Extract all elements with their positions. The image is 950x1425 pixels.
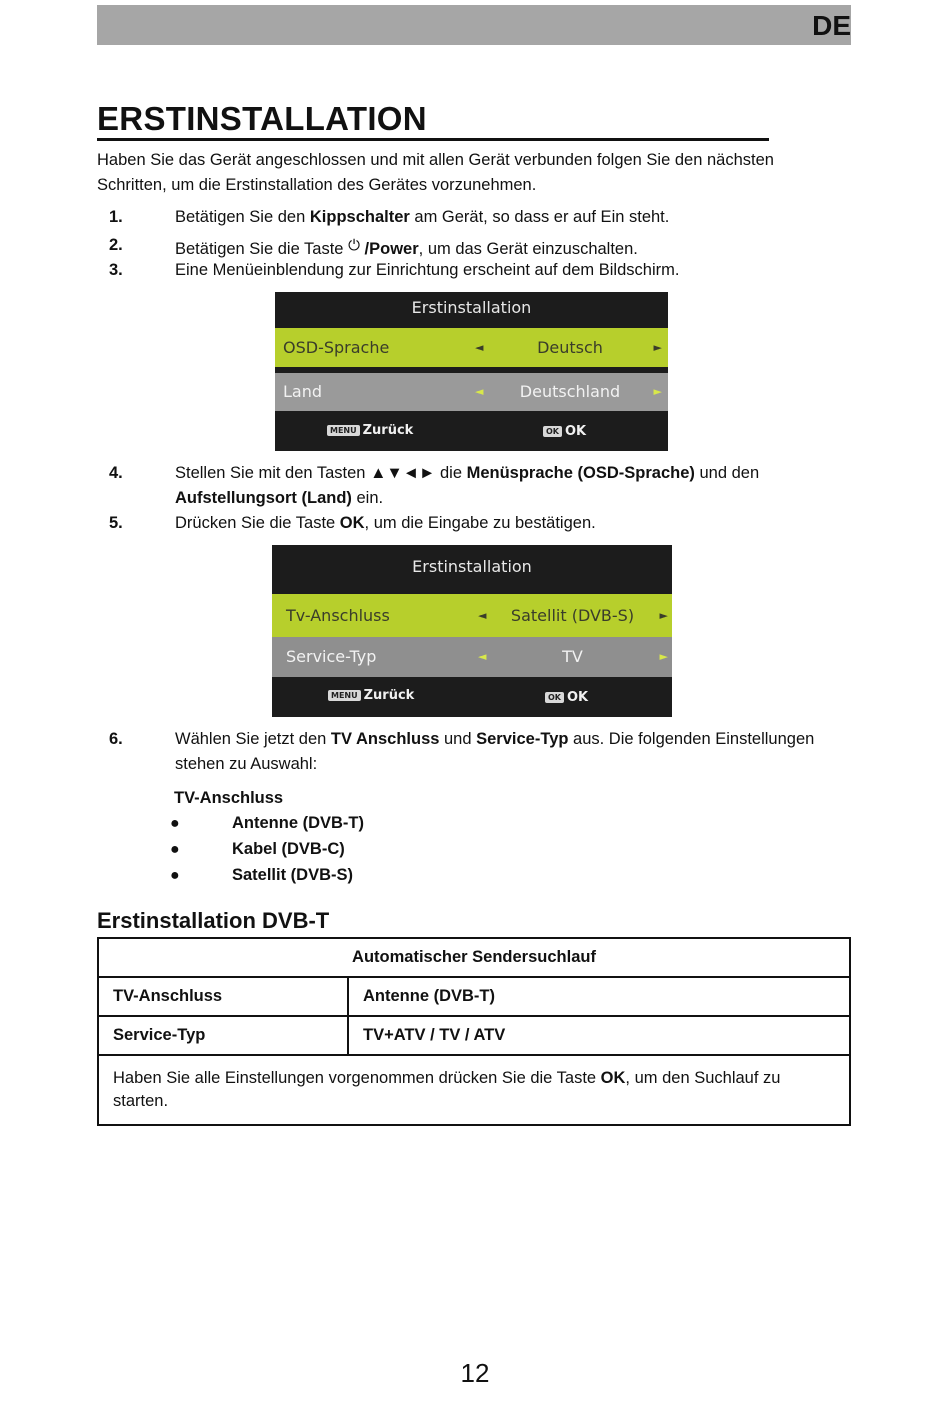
osd-title: Erstinstallation	[411, 298, 532, 317]
language-header-bar	[97, 5, 851, 45]
osd-screenshot-2	[272, 545, 672, 717]
osd-ok-hint: OK OK	[543, 424, 586, 439]
arrow-left-icon: ◄	[478, 650, 487, 663]
step-text: Wählen Sie jetzt den TV Anschluss und Service-Typ aus. Die folgenden Einstellungen stehen zu Auswahl:	[175, 730, 815, 773]
arrow-right-icon: ►	[659, 609, 668, 622]
osd-screenshot-1	[275, 292, 668, 451]
osd-row-value: Satellit (DVB-S)	[510, 606, 635, 625]
osd-row-label: Service-Typ	[286, 647, 377, 666]
bullet-icon: ●	[170, 841, 180, 858]
ok-key-icon: OK	[545, 692, 564, 703]
step-text: Drücken Sie die Taste OK, um die Eingabe zu bestätigen.	[175, 514, 596, 532]
table-row	[98, 977, 850, 1016]
step-number: 1.	[109, 208, 123, 226]
menu-key-icon: MENU	[327, 425, 360, 436]
arrow-left-icon: ◄	[478, 609, 487, 622]
arrow-right-icon: ►	[653, 385, 662, 398]
arrow-right-icon: ►	[659, 650, 668, 663]
osd-back-hint: MENU Zurück	[327, 423, 413, 438]
osd-row-label: Land	[283, 382, 323, 401]
page-title: ERSTINSTALLATION	[97, 100, 769, 141]
step-number: 6.	[109, 730, 123, 748]
osd-row-osd-sprache	[275, 328, 668, 367]
step-number: 2.	[109, 236, 123, 254]
step-number: 5.	[109, 514, 123, 532]
osd-row-label: Tv-Anschluss	[286, 606, 390, 625]
osd-back-hint: MENU Zurück	[328, 688, 414, 703]
step-number: 4.	[109, 464, 123, 482]
menu-key-icon: MENU	[328, 690, 361, 701]
osd-row-land	[275, 373, 668, 411]
table-cell-key: Service-Typ	[98, 1016, 348, 1055]
dvb-t-settings-table	[97, 937, 851, 1126]
table-row	[98, 938, 850, 977]
step-text: Betätigen Sie die Taste ⏻ /Power, um das Gerät einzuschalten.	[175, 237, 638, 258]
table-cell-value: Antenne (DVB-T)	[348, 977, 850, 1016]
step-number: 3.	[109, 261, 123, 279]
language-tag: DE	[812, 10, 851, 41]
step-text: Betätigen Sie den Kippschalter am Gerät, so dass er auf Ein steht.	[175, 208, 670, 226]
osd-row-service-typ	[272, 637, 672, 677]
table-header: Automatischer Sendersuchlauf	[98, 938, 850, 977]
ok-key-icon: OK	[543, 426, 562, 437]
table-note: Haben Sie alle Einstellungen vorgenommen drücken Sie die Taste OK, um den Suchlauf zu starten.	[98, 1055, 850, 1125]
section-title: Erstinstallation DVB-T	[97, 908, 330, 933]
table-row	[98, 1016, 850, 1055]
table-row	[98, 1055, 850, 1125]
osd-title: Erstinstallation	[412, 557, 532, 576]
table-cell-key: TV-Anschluss	[98, 977, 348, 1016]
bullet-icon: ●	[170, 867, 180, 884]
osd-row-value: Deutsch	[537, 338, 603, 357]
table-cell-value: TV+ATV / TV / ATV	[348, 1016, 850, 1055]
step-text: Eine Menüeinblendung zur Einrichtung erscheint auf dem Bildschirm.	[175, 261, 680, 279]
arrow-left-icon: ◄	[475, 341, 484, 354]
power-icon: ⏻	[348, 237, 360, 254]
intro-paragraph: Haben Sie das Gerät angeschlossen und mit allen Gerät verbunden folgen Sie den nächsten Schritten, um die Erstinstallation des Gerätes vorzunehmen.	[97, 151, 774, 194]
step-text: Stellen Sie mit den Tasten ▲▼◄► die Menüsprache (OSD-Sprache) und den Aufstellungsort (Land) ein.	[175, 464, 760, 507]
tv-anschluss-heading: TV-Anschluss	[174, 789, 284, 807]
step-6	[97, 727, 851, 777]
step-4	[97, 461, 851, 511]
arrow-right-icon: ►	[653, 341, 662, 354]
arrow-left-icon: ◄	[475, 385, 484, 398]
bullet-icon: ●	[170, 815, 180, 832]
osd-ok-hint: OK OK	[545, 690, 588, 705]
osd-row-value: TV	[562, 647, 583, 666]
osd-row-label: OSD-Sprache	[283, 338, 390, 357]
osd-row-value: Deutschland	[519, 382, 621, 401]
page-number: 12	[460, 1358, 490, 1388]
osd-row-tv-anschluss	[272, 594, 672, 637]
